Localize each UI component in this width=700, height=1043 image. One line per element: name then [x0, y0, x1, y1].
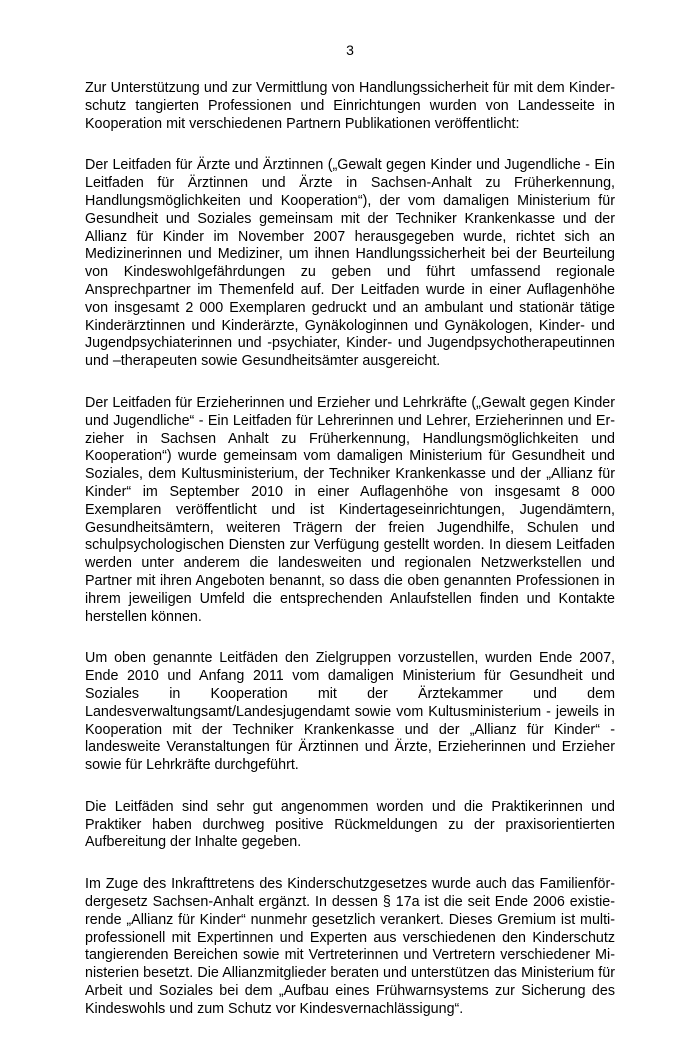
paragraph-leitfaden-erzieher: Der Leitfaden für Erzieherinnen und Erzieher und Lehrkräfte („Gewalt gegen Kinder und Jugendliche“ - Ein Leitfaden für Lehrerinnen und Lehrer, Erzieherinnen und Erzieher in Sachsen Anhalt zu Früherkennung, Handlungsmöglichkeiten und Kooperation“) wurde gemeinsam vom damaligen Ministerium für Gesundheit und Soziales, dem Kultusministerium, der Techniker Krankenkasse und der „Allianz für Kinder“ im September 2010 in einer Auflagenhöhe von insgesamt 8 000 Exemplaren veröffentlicht und ist Kindertageseinrichtungen, Jugendämtern, Gesundheitsämtern, weiteren Trägern der freien Jugendhilfe, Schulen und schulpsychologischen Diensten zur Verfügung gestellt worden. In diesem Leitfaden werden unter anderem die landesweiten und regionalen Netzwerkstellen und Partner mit ihren Angeboten benannt, so dass die oben genannten Professionen in ihrem jeweiligen Umfeld die entsprechenden Anlaufstellen finden und Kontakte herstellen können. — [85, 394, 615, 625]
paragraph-intro: Zur Unterstützung und zur Vermittlung von Handlungssicherheit für mit dem Kinderschutz tangierten Professionen und Einrichtungen wurden von Landesseite in Kooperation mit verschiedenen Partnern Publikationen veröffentlicht: — [85, 80, 615, 132]
paragraph-leitfaden-aerzte: Der Leitfaden für Ärzte und Ärztinnen („Gewalt gegen Kinder und Jugendliche - Ein Leitfaden für Ärztinnen und Ärzte in Sachsen-Anhalt zu Früherkennung, Handlungsmöglichkeiten und Kooperation“), der vom damaligen Ministerium für Gesundheit und Soziales gemeinsam mit der Techniker Krankenkasse und der Allianz für Kinder im November 2007 herausgegeben wurde, richtet sich an Medizinerinnen und Mediziner, um ihnen Handlungssicherheit bei der Beurteilung von Kindeswohlgefährdungen zu geben und führt umfassend regionale Ansprechpartner im Themenfeld auf. Der Leitfaden wurde in einer Auflagenhöhe von insgesamt 2 000 Exemplaren gedruckt und an ambulant und stationär tätige Kinderärztinnen und Kinderärzte, Gynäkologinnen und Gynäkologen, Kinder- und Jugendpsychiaterinnen und -psychiater, Kinder- und Jugendpsychotherapeutinnen und –therapeuten sowie Gesundheitsämter ausgereicht. — [85, 157, 615, 370]
page-number: 3 — [346, 42, 354, 58]
body-text — [85, 80, 615, 1043]
paragraph-allianz-fuer-kinder: Im Zuge des Inkrafttretens des Kinderschutzgesetzes wurde auch das Familienfördergesetz Sachsen-Anhalt ergänzt. In dessen § 17a ist die seit Ende 2006 existierende „Allianz für Kinder“ nunmehr gesetzlich verankert. Dieses Gremium ist multiprofessionell mit Expertinnen und Experten aus verschiedenen den Kinderschutz tangierenden Bereichen sowie mit Vertreterinnen und Vertretern verschiedener Ministerien besetzt. Die Allianzmitglieder beraten und unterstützen das Ministerium für Arbeit und Soziales bei dem „Aufbau eines Frühwarnsystems zur Sicherung des Kindeswohls und zum Schutz vor Kindesvernachlässigung“. — [85, 876, 615, 1017]
paragraph-veranstaltungen: Um oben genannte Leitfäden den Zielgruppen vorzustellen, wurden Ende 2007, Ende 2010 und Anfang 2011 vom damaligen Ministerium für Gesundheit und Soziales in Kooperation mit der Ärztekammer und dem Landesverwaltungsamt/Landesjugendamt sowie vom Kultusministerium - jeweils in Kooperation mit der Techniker Krankenkasse und der „Allianz für Kinder“ - landesweite Veranstaltungen für Ärztinnen und Ärzte, Erzieherinnen und Erzieher sowie für Lehrkräfte durchgeführt. — [85, 650, 615, 774]
paragraph-rueckmeldungen: Die Leitfäden sind sehr gut angenommen worden und die Praktikerinnen und Praktiker haben durchweg positive Rückmeldungen zu der praxisorientierten Aufbereitung der Inhalte gegeben. — [85, 798, 615, 851]
